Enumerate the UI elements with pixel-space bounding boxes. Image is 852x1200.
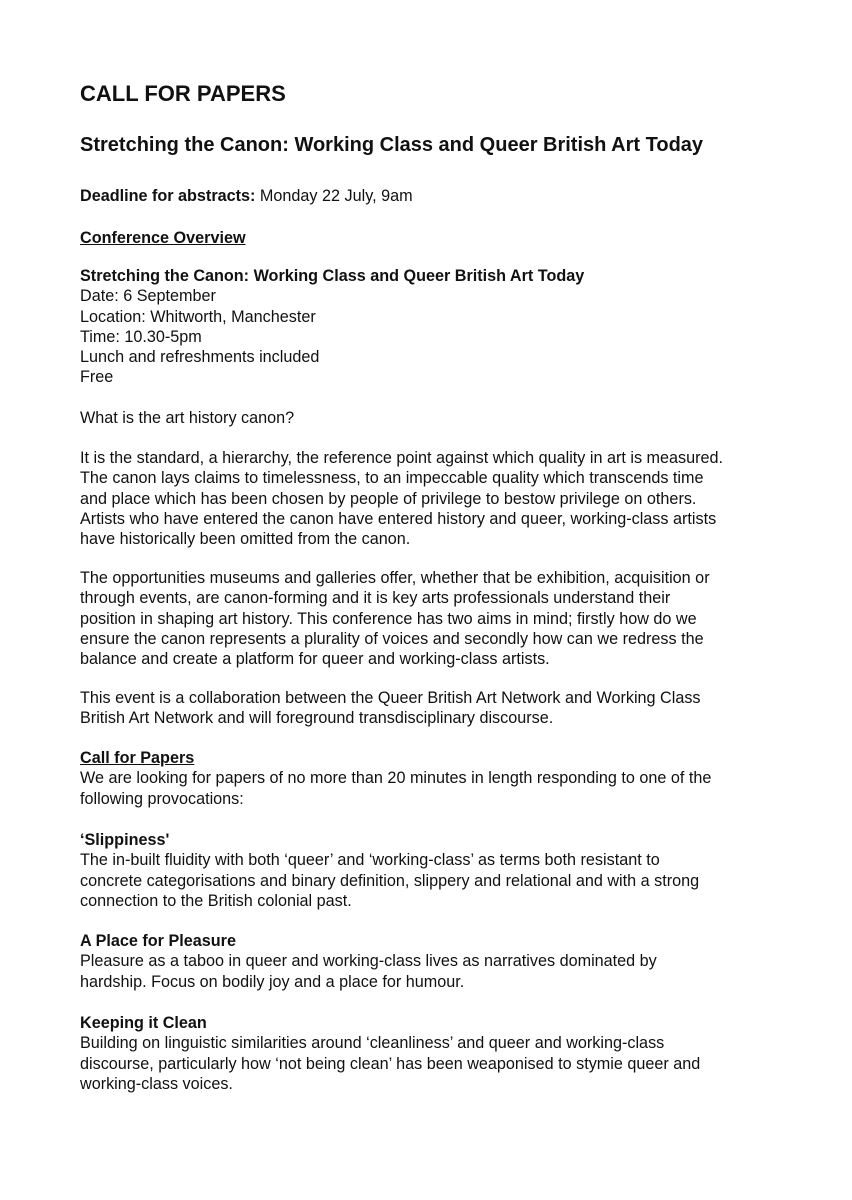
paragraph-line: Artists who have entered the canon have entered history and queer, working-class artists xyxy=(80,509,717,528)
paragraph-collaboration xyxy=(80,688,780,729)
deadline-line xyxy=(80,186,780,206)
paragraph-line: It is the standard, a hierarchy, the reference point against which quality in art is measured. xyxy=(80,449,724,467)
paragraph-line: balance and create a platform for queer and working-class artists. xyxy=(80,650,550,669)
event-location: Location: Whitworth, Manchester xyxy=(80,307,316,326)
call-heading: Call for Papers xyxy=(80,749,195,767)
provocation-pleasure xyxy=(80,931,780,992)
event-price: Free xyxy=(80,368,114,387)
paragraph-line: The opportunities museums and galleries offer, whether that be exhibition, acquisition or xyxy=(80,569,710,587)
canon-question xyxy=(80,408,780,428)
deadline-value: Monday 22 July, 9am xyxy=(259,187,413,205)
provocation-title: ‘Slippiness' xyxy=(80,831,170,849)
provocation-line: concrete categorisations and binary definition, slippery and relational and with a strong xyxy=(80,871,700,890)
event-time: Time: 10.30-5pm xyxy=(80,327,202,346)
provocation-keeping-clean xyxy=(80,1013,780,1094)
paragraph-line: The canon lays claims to timelessness, to an impeccable quality which transcends time xyxy=(80,469,704,488)
call-for-papers-section xyxy=(80,748,780,809)
provocation-line: discourse, particularly how ‘not being clean’ has been weaponised to stymie queer and xyxy=(80,1054,701,1073)
paragraph-line: position in shaping art history. This conference has two aims in mind; firstly how do we xyxy=(80,609,697,628)
canon-question-text: What is the art history canon? xyxy=(80,409,295,427)
paragraph-line: and place which has been chosen by people of privilege to bestow privilege on others. xyxy=(80,489,697,508)
provocation-line: The in-built fluidity with both ‘queer’ and ‘working-class’ as terms both resistant to xyxy=(80,851,660,870)
event-title: Stretching the Canon: Working Class and Queer British Art Today xyxy=(80,267,585,285)
event-lunch: Lunch and refreshments included xyxy=(80,348,320,367)
event-date: Date: 6 September xyxy=(80,287,216,306)
page-subtitle: Stretching the Canon: Working Class and Queer British Art Today xyxy=(80,134,704,156)
paragraph-line: have historically been omitted from the canon. xyxy=(80,530,411,549)
page-title: CALL FOR PAPERS xyxy=(80,81,286,106)
event-details xyxy=(80,266,780,388)
paragraph-line: This event is a collaboration between the Queer British Art Network and Working Class xyxy=(80,689,701,707)
provocation-title: A Place for Pleasure xyxy=(80,932,236,950)
provocation-line: connection to the British colonial past. xyxy=(80,891,352,910)
call-intro-line: following provocations: xyxy=(80,789,244,808)
paragraph-line: British Art Network and will foreground transdisciplinary discourse. xyxy=(80,709,554,728)
provocation-line: working-class voices. xyxy=(80,1074,233,1093)
provocation-line: Pleasure as a taboo in queer and working-class lives as narratives dominated by xyxy=(80,952,657,971)
paragraph-canon-definition xyxy=(80,448,780,549)
provocation-slippiness xyxy=(80,830,780,911)
provocation-line: Building on linguistic similarities around ‘cleanliness’ and queer and working-class xyxy=(80,1034,665,1053)
overview-heading: Conference Overview xyxy=(80,229,246,247)
deadline-label: Deadline for abstracts: xyxy=(80,187,256,205)
provocation-line: hardship. Focus on bodily joy and a place for humour. xyxy=(80,972,465,991)
call-intro-line: We are looking for papers of no more than 20 minutes in length responding to one of the xyxy=(80,769,712,788)
overview-heading-block xyxy=(80,228,780,248)
paragraph-line: ensure the canon represents a plurality of voices and secondly how can we redress the xyxy=(80,629,704,648)
provocation-title: Keeping it Clean xyxy=(80,1014,207,1032)
paragraph-conference-aims xyxy=(80,568,780,669)
paragraph-line: through events, are canon-forming and it is key arts professionals understand their xyxy=(80,589,671,608)
